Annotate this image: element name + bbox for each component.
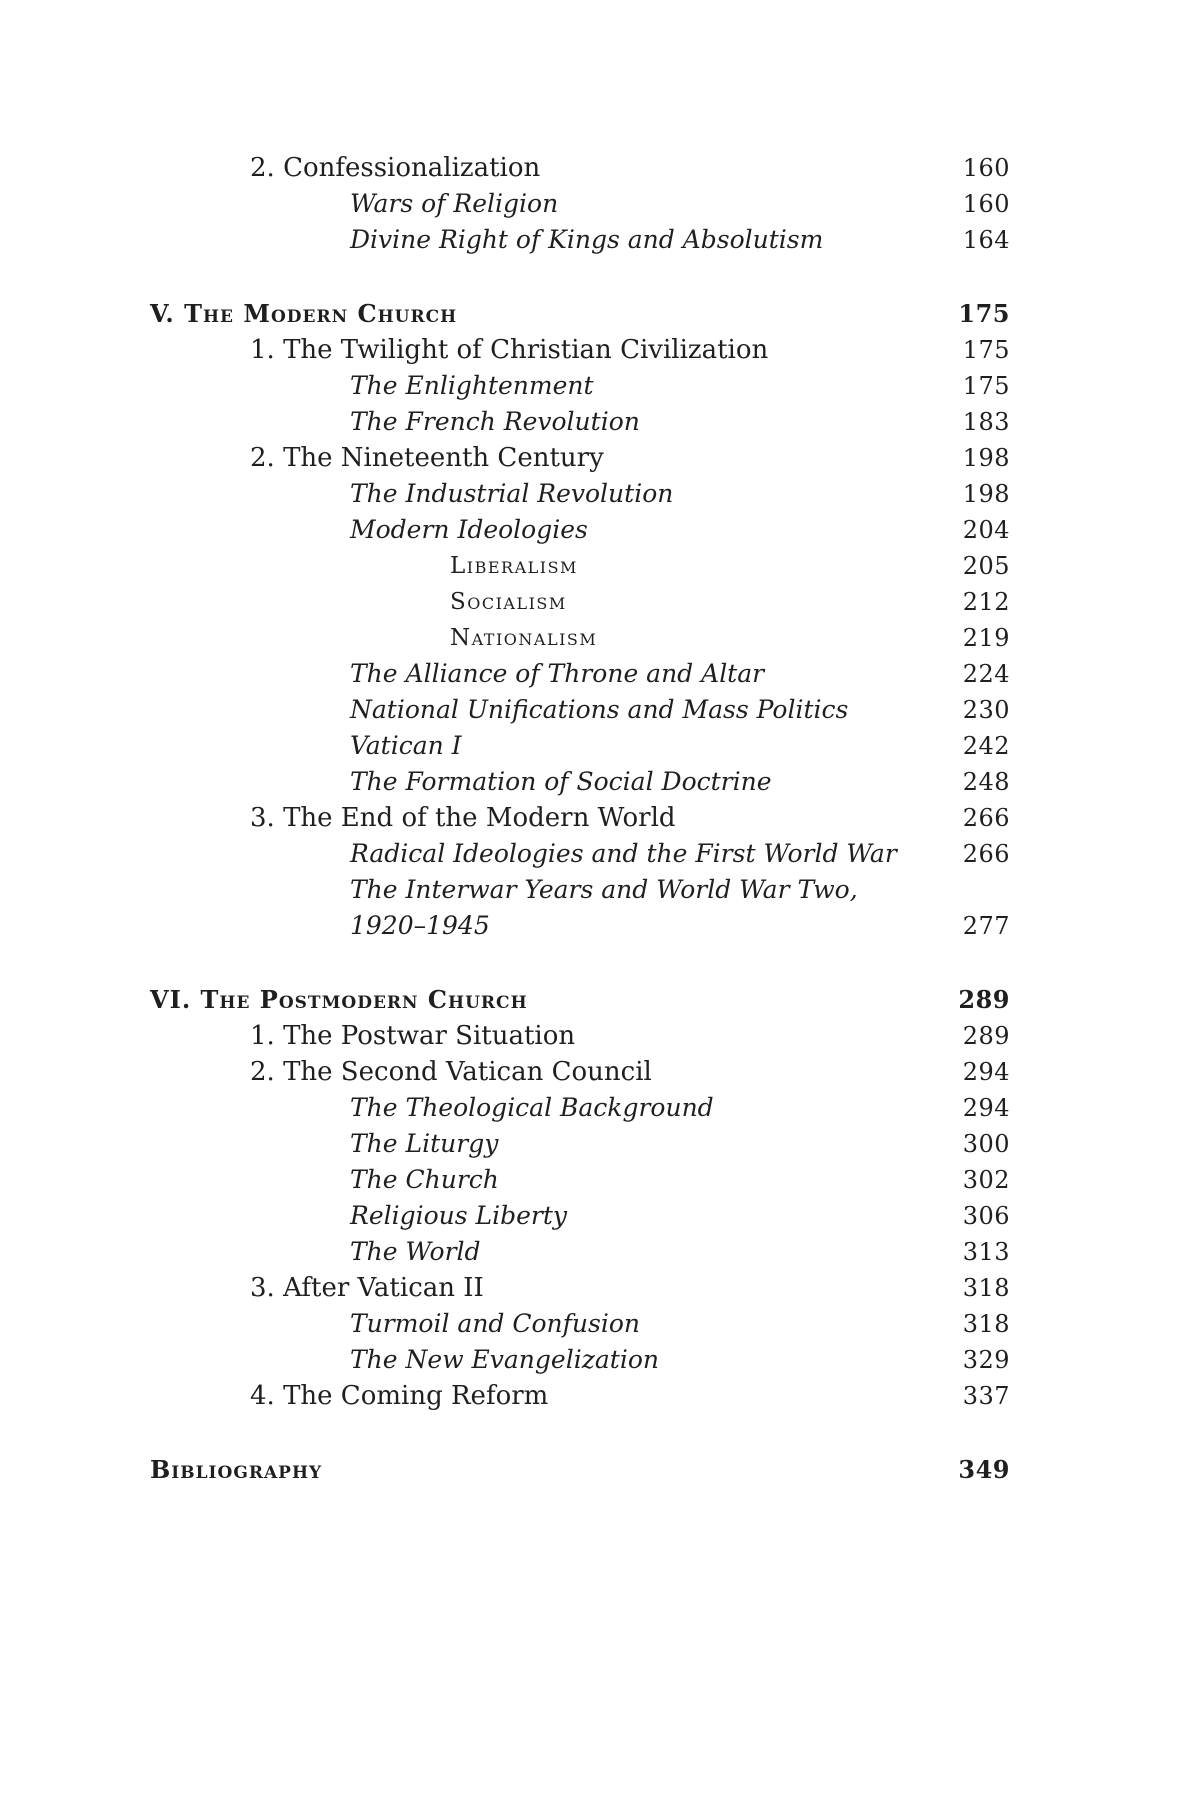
toc-part-heading: [150, 296, 1010, 332]
toc-section-entry: [150, 1306, 1010, 1342]
toc-chapter-entry: [150, 1018, 1010, 1054]
toc-part-heading: [150, 982, 1010, 1018]
toc-chapter-entry: [150, 800, 1010, 836]
toc-entry-title: Turmoil and Confusion: [350, 1309, 640, 1338]
toc-page-number: 175: [958, 299, 1010, 328]
toc-entry-title: The World: [350, 1237, 481, 1266]
toc-entry-title: Modern Ideologies: [350, 515, 588, 544]
toc-entry-title: The Formation of Social Doctrine: [350, 767, 772, 796]
toc-page-number: 294: [962, 1094, 1010, 1122]
toc-chapter-entry: [150, 1054, 1010, 1090]
toc-entry-title: The Church: [350, 1165, 499, 1194]
toc-section-entry: [150, 1234, 1010, 1270]
toc-page-number: 300: [962, 1130, 1010, 1158]
toc-subsection-entry: [150, 620, 1010, 656]
toc-section-entry: [150, 1342, 1010, 1378]
toc-entry-title: The Enlightenment: [350, 371, 594, 400]
section-gap: [150, 944, 1010, 982]
toc-chapter-entry: [150, 332, 1010, 368]
toc-chapter-entry: [150, 1270, 1010, 1306]
toc-entry-title: Bibliography: [150, 1455, 323, 1484]
toc-entry-title: Liberalism: [450, 553, 578, 579]
section-gap: [150, 258, 1010, 296]
toc-page-number: 266: [962, 840, 1010, 868]
toc-section-entry: [150, 222, 1010, 258]
toc-section-entry: [150, 836, 1010, 872]
toc-entry-title: Vatican I: [350, 731, 462, 760]
toc-entry-title: National Unifications and Mass Politics: [350, 695, 849, 724]
toc-entry-title: VI. The Postmodern Church: [150, 985, 528, 1014]
toc-page-number: 205: [962, 552, 1010, 580]
toc-page-number: 306: [962, 1202, 1010, 1230]
toc-subsection-entry: [150, 584, 1010, 620]
toc-page-number: 183: [962, 408, 1010, 436]
toc-entry-title: V. The Modern Church: [150, 299, 458, 328]
toc-section-entry: [150, 404, 1010, 440]
toc-entry-title: Divine Right of Kings and Absolutism: [350, 225, 824, 254]
toc-page-number: 277: [962, 912, 1010, 940]
toc-entry-title: Socialism: [450, 589, 567, 615]
toc-section-entry: [150, 872, 1010, 944]
toc-page-number: 160: [962, 154, 1010, 182]
toc-chapter-entry: [150, 440, 1010, 476]
toc-page-number: 224: [962, 660, 1010, 688]
toc-page-number: 349: [958, 1455, 1010, 1484]
toc-entry-title: The Alliance of Throne and Altar: [350, 659, 765, 688]
toc-section-entry: [150, 728, 1010, 764]
toc-section-entry: [150, 476, 1010, 512]
toc-entry-title: Religious Liberty: [350, 1201, 568, 1230]
toc-part-heading: [150, 1452, 1010, 1488]
toc-section-entry: [150, 1126, 1010, 1162]
toc-entry-title: The Interwar Years and World War Two, 1920–1945: [350, 875, 858, 940]
toc-entry-title: 3. The End of the Modern World: [250, 803, 676, 833]
toc-page-number: 289: [962, 1022, 1010, 1050]
toc-chapter-entry: [150, 150, 1010, 186]
toc-page-number: 198: [962, 444, 1010, 472]
toc-page-number: 242: [962, 732, 1010, 760]
toc-section-entry: [150, 186, 1010, 222]
toc-entry-title: Radical Ideologies and the First World War: [350, 839, 897, 868]
toc-page-number: 175: [962, 336, 1010, 364]
toc-page-number: 175: [962, 372, 1010, 400]
toc-entry-title: The New Evangelization: [350, 1345, 659, 1374]
toc-entry-title: 2. Confessionalization: [250, 153, 541, 183]
toc-page-number: 219: [962, 624, 1010, 652]
toc-section-entry: [150, 1198, 1010, 1234]
toc-section-entry: [150, 512, 1010, 548]
toc-section-entry: [150, 1162, 1010, 1198]
toc-page-number: 318: [962, 1274, 1010, 1302]
table-of-contents: [150, 150, 1010, 1488]
toc-page-number: 294: [962, 1058, 1010, 1086]
section-gap: [150, 1414, 1010, 1452]
toc-entry-title: Wars of Religion: [350, 189, 559, 218]
toc-section-entry: [150, 1090, 1010, 1126]
toc-entry-title: The Industrial Revolution: [350, 479, 674, 508]
toc-page-number: 230: [962, 696, 1010, 724]
toc-page-number: 329: [962, 1346, 1010, 1374]
toc-page-number: 198: [962, 480, 1010, 508]
toc-page-number: 337: [962, 1382, 1010, 1410]
toc-subsection-entry: [150, 548, 1010, 584]
toc-entry-title: 2. The Nineteenth Century: [250, 443, 604, 473]
toc-page-number: 266: [962, 804, 1010, 832]
toc-page-number: 212: [962, 588, 1010, 616]
toc-page-number: 204: [962, 516, 1010, 544]
toc-page-number: 313: [962, 1238, 1010, 1266]
toc-page-number: 164: [962, 226, 1010, 254]
toc-page-number: 248: [962, 768, 1010, 796]
toc-entry-title: The French Revolution: [350, 407, 640, 436]
toc-entry-title: Nationalism: [450, 625, 598, 651]
toc-section-entry: [150, 692, 1010, 728]
toc-page-number: 318: [962, 1310, 1010, 1338]
toc-section-entry: [150, 764, 1010, 800]
toc-page-number: 302: [962, 1166, 1010, 1194]
toc-entry-title: 2. The Second Vatican Council: [250, 1057, 652, 1087]
toc-entry-title: 4. The Coming Reform: [250, 1381, 549, 1411]
toc-section-entry: [150, 656, 1010, 692]
toc-section-entry: [150, 368, 1010, 404]
toc-entry-title: 1. The Twilight of Christian Civilization: [250, 335, 769, 365]
toc-chapter-entry: [150, 1378, 1010, 1414]
toc-entry-title: The Liturgy: [350, 1129, 499, 1158]
toc-entry-title: 1. The Postwar Situation: [250, 1021, 576, 1051]
toc-page-number: 289: [958, 985, 1010, 1014]
toc-entry-title: The Theological Background: [350, 1093, 714, 1122]
toc-page-number: 160: [962, 190, 1010, 218]
toc-entry-title: 3. After Vatican II: [250, 1273, 484, 1303]
